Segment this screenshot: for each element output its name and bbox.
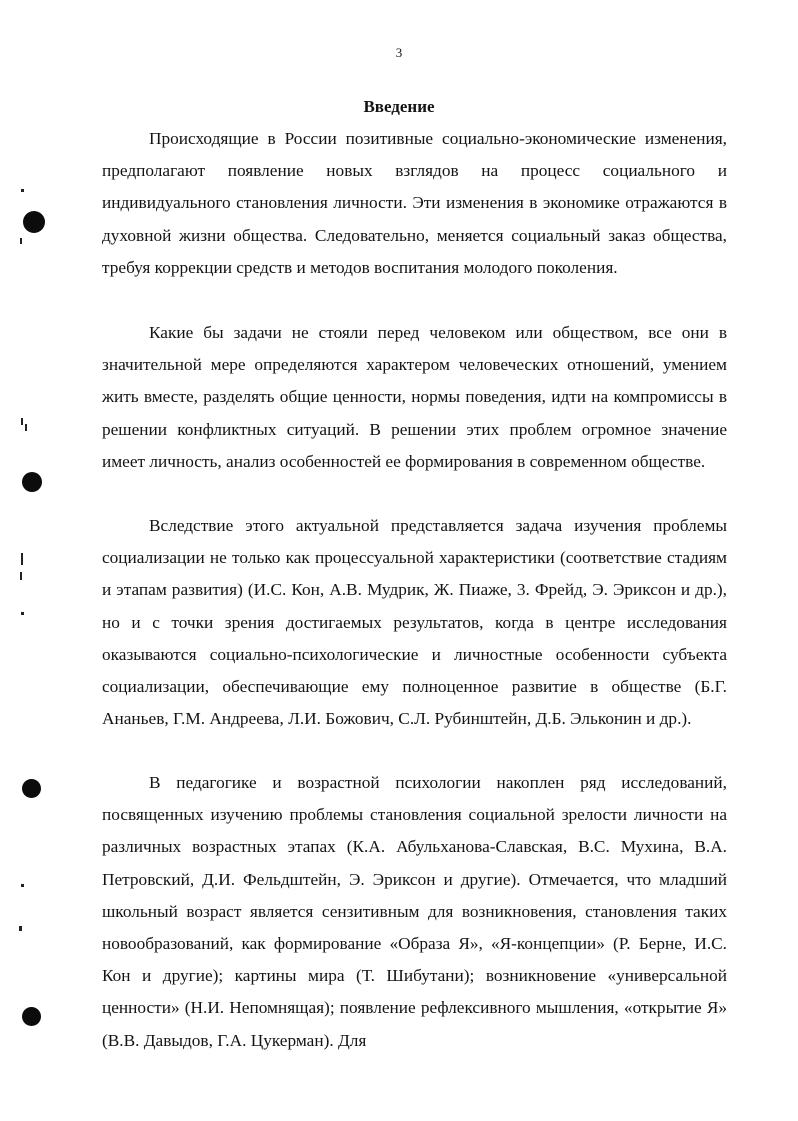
page-title: Введение	[363, 97, 435, 116]
paragraph-4: В педагогике и возрастной психологии накоплен ряд исследований, посвященных изучению проблемы становления социальной зрелости личности на различных возрастных этапах (К.А. Абульханова-Славская, В.С. Мухина, В.А. Петровский, Д.И. Фельдштейн, Э. Эриксон и другие). Отмечается, что младший школьный возраст является сензитивным для возникновения, становления таких новообразований, как формирование «Образа Я», «Я-концепции» (Р. Берне, И.С. Кон и другие); картины мира (Т. Шибутани); возникновение «универсальной ценности» (Н.И. Непомнящая); появление рефлексивного мышления, «открытие Я» (В.В. Давыдов, Г.А. Цукерман). Для	[102, 773, 727, 1050]
punch-hole-3	[22, 779, 41, 798]
page-number: 3	[395, 45, 403, 60]
scan-speck	[21, 189, 24, 192]
scan-speck	[19, 926, 22, 931]
paragraph-1: Происходящие в России позитивные социально-экономические изменения, предполагают появление новых взглядов на процесс социального и индивидуального становления личности. Эти изменения в экономике отражаются в духовной жизни общества. Следовательно, меняется социальный заказ общества, требуя коррекции средств и методов воспитания молодого поколения.	[102, 129, 727, 277]
scan-speck	[20, 238, 22, 244]
scan-speck	[21, 418, 23, 425]
punch-hole-2	[22, 472, 42, 492]
paragraph-2: Какие бы задачи не стояли перед человеком или обществом, все они в значительной мере определяются характером человеческих отношений, умением жить вместе, разделять общие ценности, нормы поведения, идти на компромиссы в решении конфликтных ситуаций. В решении этих проблем огромное значение имеет личность, анализ особенностей ее формирования в современном обществе.	[102, 323, 727, 471]
scan-speck	[21, 612, 24, 615]
scan-speck	[25, 424, 27, 431]
punch-hole-4	[22, 1007, 41, 1026]
scan-speck	[21, 884, 24, 887]
scan-speck	[20, 572, 22, 580]
scan-speck	[21, 553, 23, 565]
punch-hole-1	[23, 211, 45, 233]
paragraph-3: Вследствие этого актуальной представляется задача изучения проблемы социализации не только как процессуальной характеристики (соответствие стадиям и этапам развития) (И.С. Кон, А.В. Мудрик, Ж. Пиаже, 3. Фрейд, Э. Эриксон и др.), но и с точки зрения достигаемых результатов, когда в центре исследования оказываются социально-психологические и личностные особенности субъекта социализации, обеспечивающие ему полноценное развитие в обществе (Б.Г. Ананьев, Г.М. Андреева, Л.И. Божович, С.Л. Рубинштейн, Д.Б. Эльконин и др.).	[102, 516, 727, 729]
